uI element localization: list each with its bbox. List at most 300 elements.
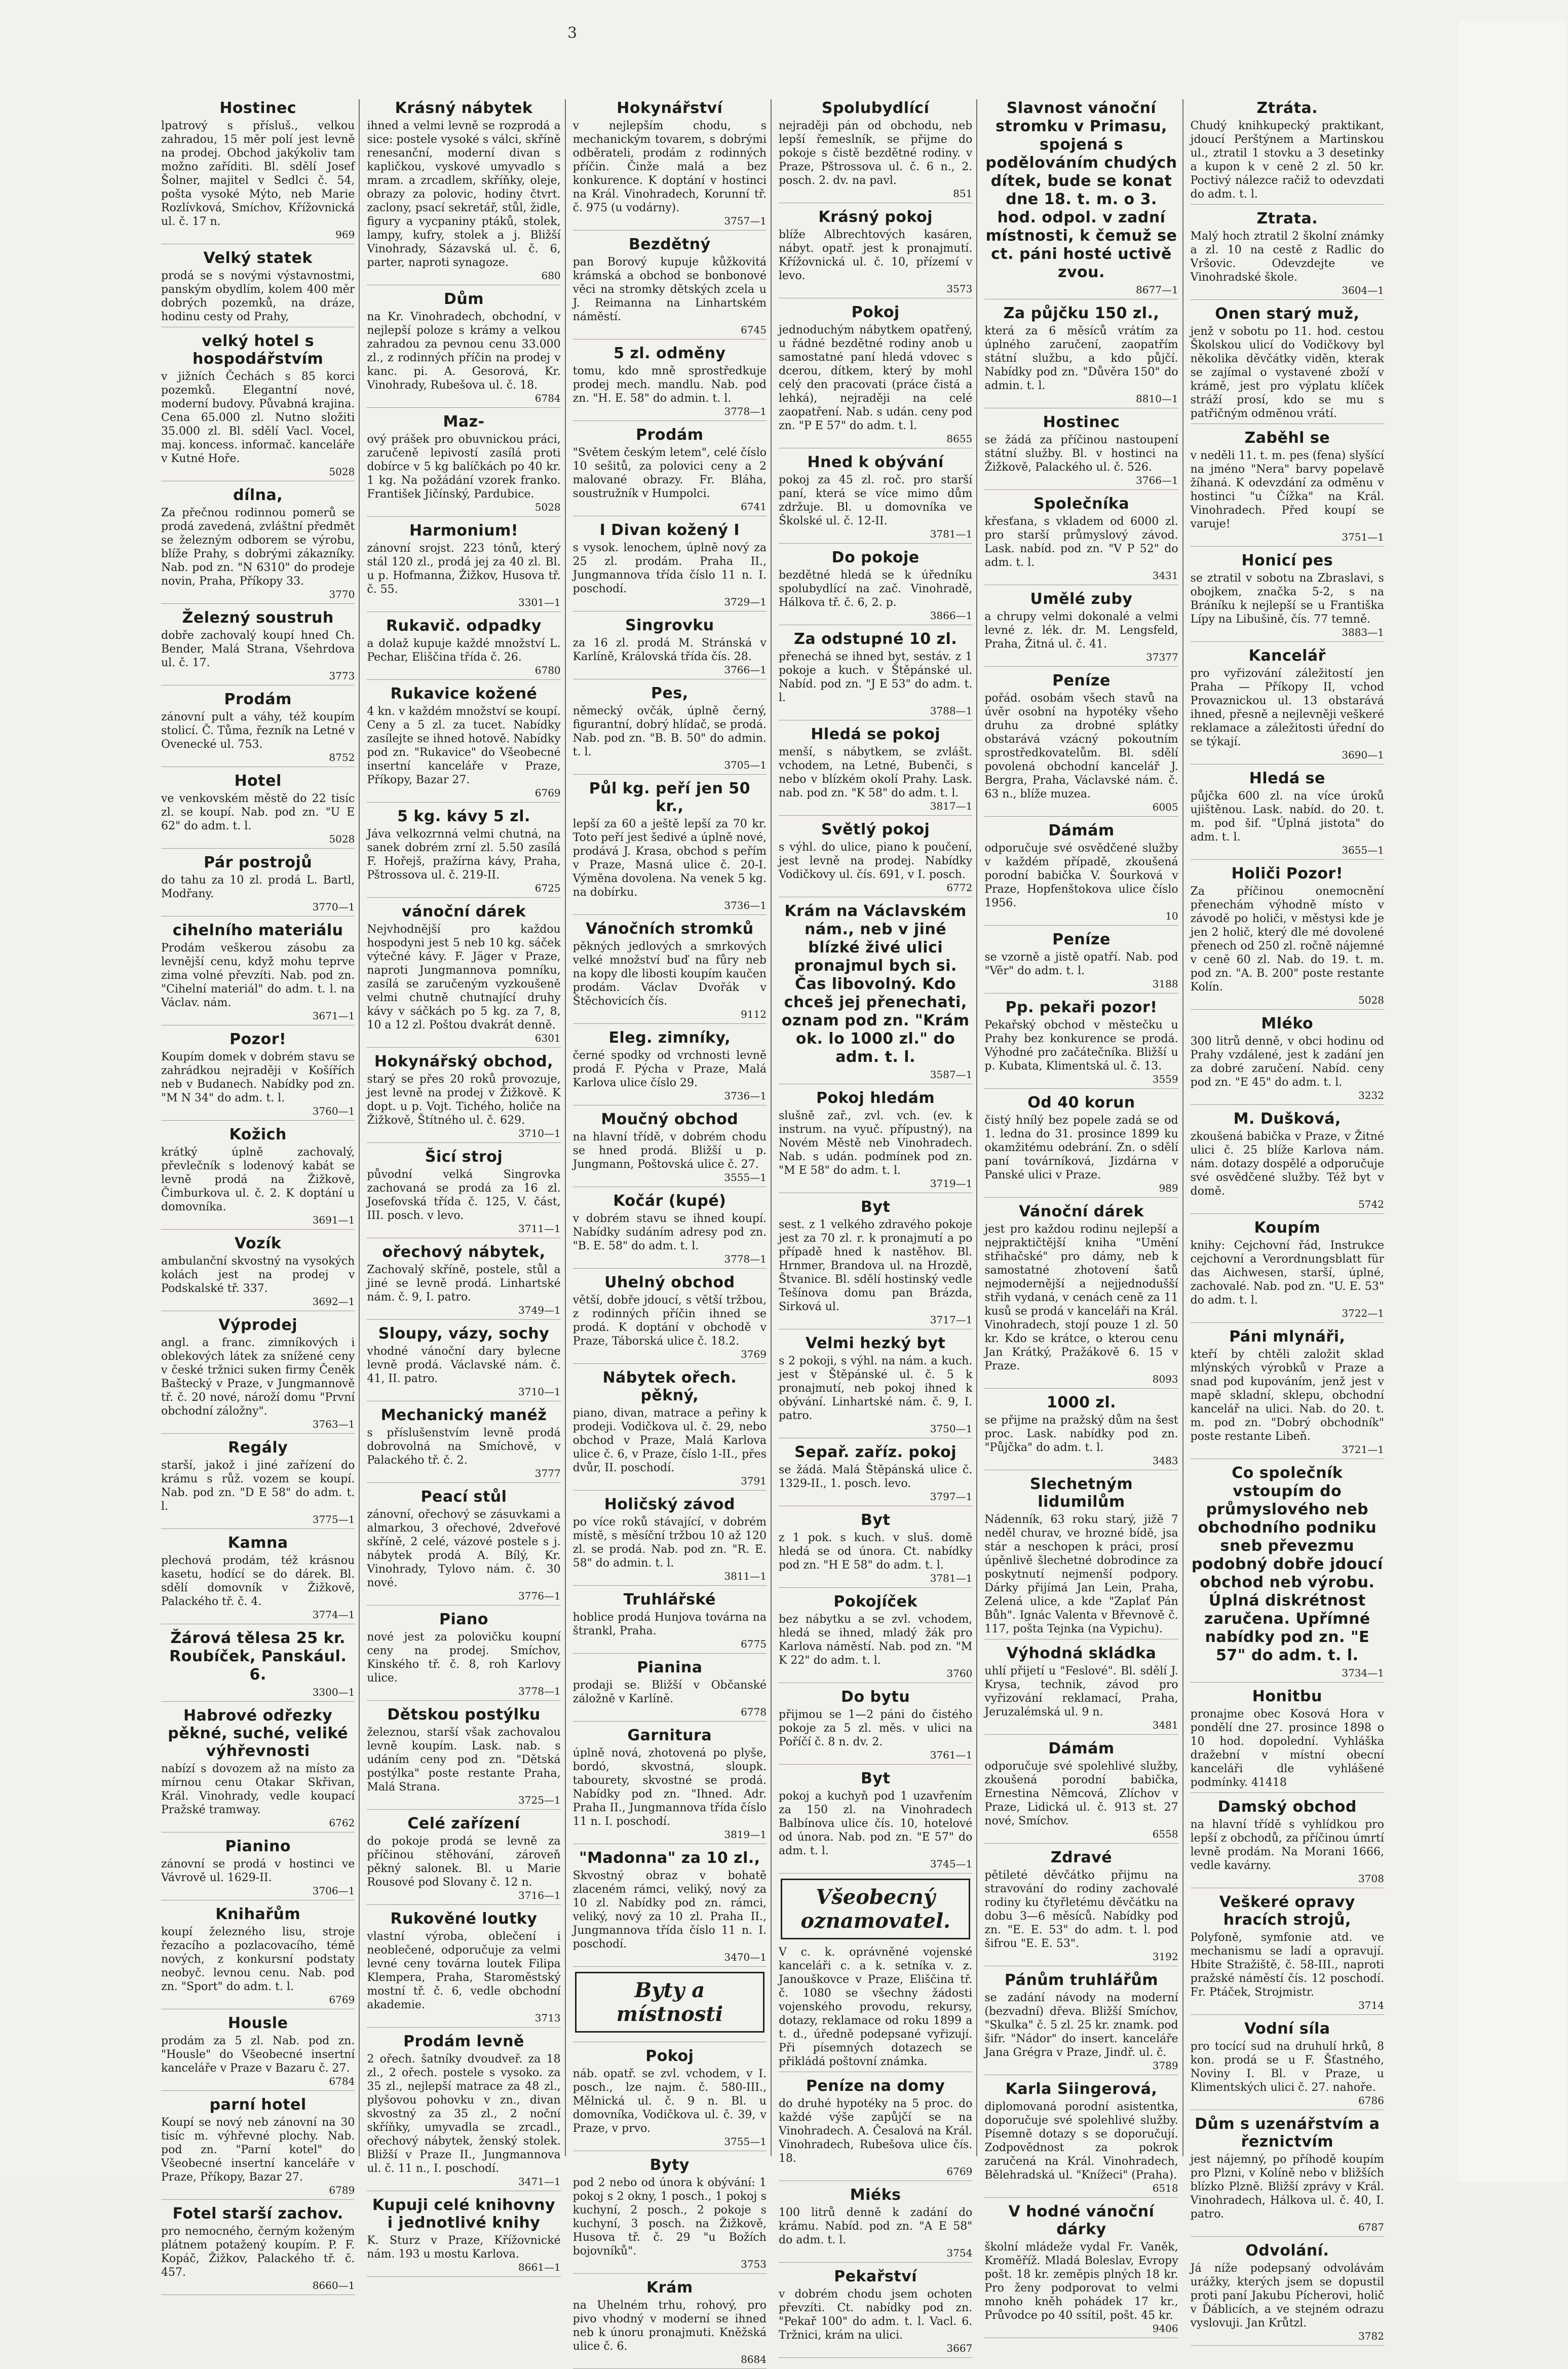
ad-number: 3710—1 [518, 1127, 561, 1139]
ad-title: Sloupy, vázy, sochy [378, 1325, 550, 1343]
ad-body: kteří by chtěli založit sklad mlýnských výrobků v Praze a snad pod kupováním, jenž jest v mapě skladní, sklepu, obchodní kancelář na ulici. Nab. do 20. t. m. pod zn. "Dobrý obchodník" poste restante Libeň. [1190, 1348, 1384, 1443]
ad-body: Polyfoně, symfonie atd. ve mechanismu se ladí a opravují. Hbite Stražiště, č. 58-III., naproti pražské náměstí čís. 12 poschodí. Fr. Ptáček, Strojmistr. [1190, 1931, 1384, 1999]
classified-ad [573, 1369, 767, 1491]
classified-ad [573, 1659, 767, 1722]
classified-ad [573, 2156, 767, 2274]
ad-number: 3775—1 [312, 1513, 355, 1525]
ad-title: Ztráta. [1256, 99, 1318, 117]
ad-title: Pes, [651, 684, 689, 702]
ad-number: 3781—1 [930, 1572, 973, 1584]
ad-title: Pokoj hledám [816, 1089, 935, 1107]
ad-title: Pozor! [230, 1030, 287, 1048]
ad-title: Slavnost vánoční stromku v Primasu, spojená s podělováním chudých dítek, bude se konat dne 18. t. m. o 3. hod. odpol. v zadní místnosti, k čemuž se ct. páni hosté uctivě zvou. [985, 99, 1177, 281]
ad-body: lepší za 60 a ještě lepší za 70 kr. Toto peří jest šedivé a úplně nové, prodává J. Krasa, obchod s peřím v Praze, Masná ulice č. 20-I. Výměna dovolena. Na venek 5 kg. na dobírku. [572, 818, 767, 899]
classified-ad [367, 1611, 560, 1701]
ad-body: čistý hnílý bez popele zadá se od 1. ledna do 31. prosince 1899 ku okamžitému odebrání. Zn. o sdělí paní továrníková, Jizdárna v Panské ulici v Praze. [984, 1114, 1178, 1181]
ad-body: v neděli 11. t. m. pes (fena) slyšící na jméno "Nera" barvy popelavě žíhaná. K odevzdání za odměnu v hostinci "u Čížka" na Král. Vinohradech. Před koupí se varuje! [1190, 449, 1384, 530]
classified-ad [367, 1243, 560, 1320]
ad-number: 3797—1 [930, 1491, 973, 1503]
ad-body: Prodám veškerou zásobu za levnější cenu, když mohu teprve zima volné převzíti. Nab. pod zn. "Cihelní materiál" do adm. t. l. na Václav. nám. [161, 942, 355, 1009]
column-5 [980, 99, 1183, 2335]
classified-ad [984, 1394, 1178, 1470]
classified-ad [161, 2096, 355, 2200]
ad-title: Eleg. zimníky, [608, 1029, 731, 1047]
ad-number: 3811—1 [724, 1570, 767, 1582]
ad-body: s příslušenstvím levně prodá dobrovolná na Smíchově, v Palackého tř. č. 2. [367, 1427, 561, 1467]
ad-number: 9112 [741, 1008, 767, 1020]
ad-title: velký hotel s hospodářstvím [193, 332, 324, 368]
ad-title: 5 kg. kávy 5 zl. [397, 808, 530, 825]
ad-body: Zachovalý skříně, postele, stůl a jiné se levně prodá. Linhartské nám. č. 9, I. patro. [367, 1264, 561, 1304]
classified-ad [573, 1591, 767, 1654]
ad-title: Rukavice kožené [390, 685, 538, 703]
ad-title: Dětskou postýlku [387, 1706, 541, 1724]
classified-ad [779, 630, 972, 720]
classified-ad [1191, 2020, 1384, 2110]
ad-number: 3719—1 [930, 1177, 973, 1190]
ad-number: 3722—1 [1342, 1307, 1384, 1319]
ad-title: Hotel [234, 772, 282, 790]
classified-ad [779, 1688, 972, 1765]
ad-title: Prodám [224, 691, 292, 708]
classified-ad [161, 249, 355, 327]
ad-body: na Uhelném trhu, rohový, pro pivo vhodný v moderní se ihned neb k únoru pronajmuti. Kněžská ulice č. 6. [572, 2299, 767, 2353]
ad-number: 969 [335, 228, 355, 241]
ad-body: původní velká Singrovka zachovaná se prodá za 16 zl. Josefovská třída č. 125, V. část, III. posch. v levo. [367, 1168, 561, 1222]
ad-title: Peníze na domy [806, 2077, 945, 2095]
ad-title: Dům [443, 290, 484, 308]
ad-title: Regály [228, 1439, 288, 1457]
classified-ad [779, 1443, 972, 1506]
ad-number: 3713 [534, 2012, 561, 2024]
ad-number: 8677—1 [1136, 284, 1178, 296]
ad-body: jednoduchým nábytkem opatřený, u řádné bezdětné rodiny anob u samostatné paní hledá vdovec s dcerou, dítkem, který by mohl celý den pracovati (práce čistá a lehká), nejraději na celé zaopatření. Nab. s udán. ceny pod zn. "P E 57" do adm. t. l. [778, 324, 973, 432]
classified-ad [367, 522, 560, 612]
classified-ad [984, 413, 1178, 490]
ad-body: se vzorně a jistě opatří. Nab. pod "Věr" do adm. t. l. [984, 951, 1178, 977]
ad-number: 3736—1 [724, 899, 767, 911]
ad-body: se žádá za příčinou nastoupení státní služby. Bl. v hostinci na Žižkově, Palackého ul. č. 526. [984, 434, 1178, 474]
ad-number: 3716—1 [518, 1889, 561, 1901]
ad-number: 3789 [1152, 2059, 1178, 2072]
ad-title: I Divan kožený I [599, 521, 740, 539]
classified-ad [367, 1706, 560, 1810]
classified-ad [984, 1740, 1178, 1844]
classified-ad [161, 1905, 355, 2009]
ad-body: prodaji se. Bližší v Občanské záložně v Karlíně. [572, 1679, 767, 1705]
ad-number: 3471—1 [518, 2175, 561, 2188]
ad-number: 3671—1 [312, 1010, 355, 1022]
ad-body: bezdětné hledá se k úředníku spolubydlící na zač. Vinohradě, Hálkova tř. č. 6, 2. p. [778, 569, 973, 609]
ad-number: 3559 [1152, 1073, 1178, 1085]
ad-number: 6725 [534, 882, 561, 894]
classified-ad [1191, 1110, 1384, 1214]
ad-body: tomu, kdo mně sprostředkuje prodej mech. mandlu. Nab. pod zn. "H. E. 58" do admin. t. l. [572, 365, 767, 405]
ad-number: 3760—1 [312, 1105, 355, 1117]
ad-number: 3717—1 [930, 1314, 973, 1326]
ad-title: Uhelný obchod [604, 1274, 735, 1291]
ad-body: po více roků stávající, v dobrém místě, s měsíční tržbou 10 až 120 zl. se prodá. Nab. pod zn. "R. E. 58" do admin. t. l. [572, 1516, 767, 1570]
column-4 [775, 99, 977, 2354]
ad-number: 3721—1 [1342, 1443, 1384, 1456]
ad-title: Piano [439, 1611, 488, 1628]
classified-ad [573, 1192, 767, 1269]
ad-title: Umělé zuby [1030, 590, 1133, 608]
classified-ad [573, 345, 767, 421]
classified-ad [779, 1879, 972, 2072]
classified-ad [367, 290, 560, 408]
ad-title: Damský obchod [1217, 1798, 1357, 1816]
column-1 [157, 99, 360, 2291]
ad-number: 8655 [946, 433, 973, 445]
ad-number: 3760 [946, 1667, 973, 1679]
ad-title: Byt [861, 1770, 891, 1787]
section-heading-box: Všeobecný oznamovatel. [781, 1879, 970, 1939]
ad-title: Kočár (kupé) [613, 1192, 726, 1210]
classified-ad [573, 2047, 767, 2151]
ad-number: 6005 [1152, 801, 1178, 813]
ad-body: která za 6 měsíců vrátím za úplného zaručení, zaopatřím státní službu, a kdo půjčí. Nabídky pod zn. "Důvěra 150" do admin. t. l. [984, 325, 1178, 392]
ad-title: Pekařství [834, 2268, 917, 2285]
ad-title: Celé zařízení [407, 1815, 520, 1832]
ad-title: Sepař. zaříz. pokoj [794, 1443, 957, 1461]
ad-body: na Kr. Vinohradech, obchodní, v nejlepší poloze s krámy a velkou zahradou za pevnou cenu 33.000 zl., z rodinných příčin na prodej v kanc. pi. A. Gesorová, Kr. Vinohrady, Rubešova ul. č. 18. [367, 311, 561, 392]
ad-number: 3555—1 [724, 1171, 767, 1183]
ad-title: Od 40 korun [1027, 1094, 1135, 1112]
ad-title: Za půjčku 150 zl., [1003, 304, 1160, 322]
ad-number: 6741 [741, 501, 767, 513]
classified-ad [161, 1439, 355, 1529]
ad-number: 3761—1 [930, 1749, 973, 1761]
ad-title: Krám na Václavském nám., neb v jiné blízké živé ulici pronajmul bych si. Čas libovolný. Kdo chceš jej přenechati, oznam pod zn. "Krám ok. lo 1000 zl." do adm. t. l. [781, 902, 970, 1066]
ad-title: Kupuji celé knihovny i jednotlivé knihy [372, 2196, 556, 2232]
ad-number: 3705—1 [724, 759, 767, 771]
ad-title: Rukavič. odpadky [386, 617, 542, 635]
ad-number: 3782 [1358, 2330, 1384, 2342]
classified-ad [367, 1488, 560, 1606]
classified-ad [1191, 865, 1384, 1010]
ad-body: zánovní pult a váhy, též koupím stolicí. Č. Tůma, řezník na Letné v Ovenecké ul. 753. [161, 711, 355, 751]
ad-body: pořád. osobám všech stavů na úvěr osobní na hypotéky všeho druhu za drobné splátky obstarává vzácný pokoutním sprostředkovatelům. Bl. sdělí povolená obchodní kancelář J. Bergra, Praha, Václavské nám. č. 63 n., blíže muzea. [984, 692, 1178, 800]
ad-number: 6301 [534, 1032, 561, 1044]
ad-number: 8660—1 [312, 2279, 355, 2291]
ad-number: 3667 [946, 2342, 973, 2354]
ad-title: Hostinec [219, 99, 296, 117]
ad-title: M. Dušková, [1233, 1110, 1341, 1128]
ad-body: z 1 pok. s kuch. v sluš. domě hledá se od února. Ct. nabídky pod zn. "H E 58" do adm. t. l. [778, 1532, 973, 1572]
ad-number: 3655—1 [1342, 844, 1384, 856]
ad-body: pro nemocného, černým koženým plátnem potažený koupím. P. F. Kopáč, Žižkov, Palackého tř. č. 457. [161, 2225, 355, 2279]
ad-number: 3751—1 [1342, 531, 1384, 543]
classified-ad [161, 1030, 355, 1121]
ad-title: Pokoj [851, 303, 900, 321]
ad-body: menší, s nábytkem, se zvlášt. vchodem, na Letné, Bubenči, s nebo v blízkém okolí Prahy. Lask. nab. pod zn. "K 58" do adm. t. l. [778, 746, 973, 799]
ad-title: Moučný obchod [601, 1111, 739, 1128]
classified-ad [779, 1770, 972, 1874]
ad-number: 3729—1 [724, 596, 767, 608]
ad-body: se zadání návody na moderní (bezvadní) dřeva. Bližší Smíchov, "Skulka" č. 5 zl. 25 kr. znamk. pod šifr. "Nádor" do insert. kanceláře Jana Grégra v Praze, Jindř. ul. č. [984, 1992, 1178, 2059]
ad-body: pěkných jedlových a smrkových velké množství buď na fůry neb na kopy dle libosti koupím kaučen prodám. Václav Dvořák v Štěchovicích čís. [572, 940, 767, 1008]
ad-number: 6784 [534, 392, 561, 404]
ad-body: krátký úplně zachovalý, převlečník s lodenový kabát se levně prodá na Žižkově, Čimburkova ul. č. 2. K doptání u domovníka. [161, 1146, 355, 1213]
ad-body: Koupí se nový neb zánovní na 30 tisíc m. výhřevné plochy. Nab. pod zn. "Parní kotel" do Všeobecné insertní kanceláře v Praze, Příkopy, Bazar 27. [161, 2116, 355, 2184]
classified-ad [573, 1029, 767, 1105]
ad-body: pokoj za 45 zl. roč. pro starší paní, která se více mimo dům zdržuje. Bl. u domovníka ve Školské ul. č. 12-II. [778, 474, 973, 527]
ad-title: Hokynářství [617, 99, 723, 117]
classified-ad [779, 1511, 972, 1588]
ad-body: ový prášek pro obuvnickou práci, zaručeně lepivostí zasílá proti dobírce v 5 kg balíčkách po 40 kr. 1 kg. Na požádání vzorek franko. František Jičínský, Pardubice. [367, 433, 561, 501]
classified-ad [779, 2268, 972, 2358]
ad-title: Koupím [1254, 1219, 1321, 1237]
ad-number: 3691—1 [312, 1214, 355, 1226]
ad-body: knihy: Cejchovní řád, Instrukce cejchovní a Verordnungsblatt für das Aichwesen, starší, úplné, zachovalé. Nab. pod zn. "U. E. 53" do adm. t. l. [1190, 1239, 1384, 1307]
ad-number: 3750—1 [930, 1423, 973, 1435]
ad-body: pětileté děvčátko přijmu na stravování do rodiny zachovalé rodiny ku čtyřletému děvčátku na dobu 3—6 měsíců. Nabídky pod zn. "E. E. 53" do adm. t. l. pod šifrou "E. E. 53". [984, 1869, 1178, 1950]
ad-number: 3690—1 [1342, 749, 1384, 761]
ad-body: hoblice prodá Hunjova továrna na štrankl, Praha. [572, 1611, 767, 1637]
classified-ad [573, 1972, 767, 2042]
ad-number: 3753 [741, 2258, 767, 2270]
classified-ad [161, 2014, 355, 2091]
classified-ad [161, 1838, 355, 1900]
ad-number: 3774—1 [312, 1609, 355, 1621]
ad-body: odporučuje své osvědčené služby v každém případě, zkoušená porodní babička V. Šourková v Praze, Hopfenštokova ulice číslo 1956. [984, 842, 1178, 909]
ad-title: "Madonna" za 10 zl., [579, 1849, 760, 1867]
ad-body: do druhé hypotéky na 5 proc. do každé výše zapůjčí se na Vinohradech. A. Česalová na Král. Vinohradech, Rubešova ulice čís. 18. [778, 2097, 973, 2165]
ad-number: 3770 [329, 588, 355, 600]
ad-body: s 2 pokoji, s výhl. na nám. a kuch. jest v Štěpánské ul. č. 5 k pronajmutí, neb pokoj ihned k obývání. Linhartské nám. č. 9, I. patro. [778, 1355, 973, 1422]
ad-title: Peníze [1052, 931, 1111, 948]
classified-ad [573, 684, 767, 775]
classified-ad [161, 691, 355, 767]
ad-body: v nejlepším chodu, s mechanickým tovarem, s dobrými odběrateli, prodám z rodinných příčin. Činže malá a bez konkurence. K doptání v hostinci na Král. Vinohradech, Korunní tř. č. 975 (u vodárny). [572, 120, 767, 214]
ad-body: zánovní, ořechový se zásuvkami a almarkou, 3 ořechové, 2dveřové skříně, 2 celé, vázové postele s j. nábytek prodá A. Bílý, Kr. Vinohrady, Tylovo nám. č. 30 nové. [367, 1508, 561, 1589]
ad-body: jest pro každou rodinu nejlepší a nejpraktičtější kniha "Umění střihačské" pro dámy, neb k samostatné zhotovení šatů nejmodernější a nejjednodušší střih vydaná, v cenách ceně za 11 kusů se prodá v kanceláři na Král. Vinohradech, stojí pouze 1 zl. 50 kr. Kdo se krátce, o kterou cenu Jan Krátký, Pražákově 6. 15 v Praze. [984, 1223, 1178, 1372]
ad-title: Garnitura [627, 1727, 712, 1744]
ad-number: 3773 [329, 670, 355, 682]
ad-number: 5028 [329, 466, 355, 478]
ad-body: uhlí přijetí u "Feslové". Bl. sdělí J. Krysa, technik, závod pro vyřizování reklamací, Praha, Jeruzalémská ul. 9 n. [984, 1665, 1178, 1718]
ad-number: 3604—1 [1342, 284, 1384, 296]
ad-number: 37377 [1146, 651, 1178, 663]
classified-ad [573, 617, 767, 679]
classified-ad [1191, 1893, 1384, 2015]
ad-number: 3192 [1152, 1951, 1178, 1963]
ad-body: Za příčinou onemocnění přenechám výhodně místo v závodě po holiči, v městysi kde je jen 2 holič, který dle mé dovolené přenech od 250 zl. ročně nájemné v ceně 60 zl. Nab. do 19. t. m. pod zn. "A. B. 200" poste restante Kolín. [1190, 885, 1384, 994]
ad-number: 6789 [329, 2184, 355, 2196]
classified-ad [984, 590, 1178, 667]
ad-title: Housle [227, 2014, 288, 2032]
ad-title: Železný soustruh [182, 609, 334, 627]
classified-ad [161, 1126, 355, 1230]
ad-body: ve venkovském městě do 22 tisíc zl. se koupí. Nab. pod zn. "U E 62" do adm. t. l. [161, 792, 355, 832]
ad-title: Krám [646, 2279, 693, 2297]
ad-number: 3301—1 [518, 596, 561, 608]
ad-number: 8661—1 [518, 2261, 561, 2273]
ad-body: ihned a velmi levně se rozprodá a sice: postele vysoké s válci, skříně renesanční, moderní divan s kapličkou, vyskové umyvadlo s mram. a zrcadlem, skříňky, oleje, obrazy za polovic, hodiny čtvrt. zaclony, psací sekretář, stůl, židle, figury a vycpaniny ptáků, stolek, lampy, kufry, stolek a j. Bližší Vinohrady, Sázavská ul. č. 6, parter, naproti synagoze. [367, 120, 561, 269]
ad-title: Hledá se pokoj [811, 725, 940, 743]
ad-number: 3300—1 [312, 1686, 355, 1698]
ad-title: Krásný pokoj [818, 208, 933, 226]
ad-title: Peníze [1052, 672, 1111, 690]
ad-number: 3734—1 [1342, 1667, 1384, 1679]
ad-number: 3481 [1152, 1719, 1178, 1731]
classified-ad [1191, 647, 1384, 765]
ad-title: parní hotel [209, 2096, 307, 2114]
ad-title: Pianino [225, 1838, 291, 1855]
ad-title: Fotel starší zachov. [172, 2205, 343, 2223]
ad-number: 3883—1 [1342, 626, 1384, 638]
classified-ad [779, 1593, 972, 1683]
classified-ad [367, 2033, 560, 2191]
ad-body: sest. z 1 velkého zdravého pokoje jest za 70 zl. r. k pronajmutí a po případě hned k nastěhov. Bl. Hrnmer, Brandova ul. na Hrozdě, Štvanice. Bl. sdělí hostinský vedle Tešínova domu pan Brázda, Sirková ul. [778, 1218, 973, 1313]
ad-number: 3706—1 [312, 1885, 355, 1897]
classified-ad [367, 413, 560, 517]
ad-title: Hned k obývání [807, 453, 944, 471]
ad-number: 6780 [534, 664, 561, 676]
ad-title: Společníka [1034, 495, 1129, 513]
ad-body: úplně nová, zhotovená po plyše, bordó, skvostná, sloupk. tabourety, skvostné se prodá. Nabídky pod zn. "Ihned. Adr. Praha II., Jungmannova třída číslo 11 n. I. poschodí. [572, 1747, 767, 1828]
ad-title: vánoční dárek [402, 903, 526, 921]
classified-ad [367, 1325, 560, 1401]
ad-title: Byt [861, 1511, 891, 1529]
ad-body: Skvostný obraz v bohatě zlaceném rámci, veliký, nový za 10 zl. Nabídky pod zn. rámci, veliký, nový za 10 zl. Praha II., Jungmannova třída číslo 11 n. I. poschodí. [572, 1869, 767, 1951]
ad-title: Pokojíček [833, 1593, 917, 1611]
ad-body: černé spodky od vrchnosti levně prodá F. Pýcha v Praze, Malá Karlova ulice číslo 29. [572, 1049, 767, 1089]
classified-ad [367, 1815, 560, 1905]
ad-body: se ztratil v sobotu na Zbraslavi, s obojkem, značka 5-2, s na Bráníku k nejlepší se u Františka Lípy na Libušině, čís. 77 temně. [1190, 572, 1384, 626]
ad-number: 6786 [1358, 2094, 1384, 2107]
ad-body: náb. opatř. se zvl. vchodem, v I. posch., lze najm. č. 580-III., Mělnická ul. č. 9 n. Bl. u domovníka, Vodičkova ul. č. 39, v Praze, v prvo. [572, 2068, 767, 2135]
classified-ad [573, 1111, 767, 1187]
ad-number: 3470—1 [724, 1951, 767, 1963]
ad-title: Krásný nábytek [395, 99, 533, 117]
ad-number: 3711—1 [518, 1222, 561, 1235]
ad-title: Dámám [1048, 822, 1115, 839]
ad-number: 8684 [741, 2353, 767, 2365]
ad-title: Knihařům [215, 1905, 301, 1923]
classified-ad [573, 1274, 767, 1364]
ad-body: se žádá. Malá Štěpánská ulice č. 1329-II., 1. posch. levo. [778, 1464, 973, 1490]
ad-number: 3692—1 [312, 1295, 355, 1308]
ad-body: Malý hoch ztratil 2 školní známky a zl. 10 na cestě z Radlic do Vršovic. Odevzdejte ve Vinohradské škole. [1190, 230, 1384, 284]
classified-ad [1191, 305, 1384, 424]
classified-ad [161, 1629, 355, 1702]
classified-ad [779, 1334, 972, 1438]
ad-number: 3755—1 [724, 2135, 767, 2148]
ad-title: Slechetným lidumilům [1029, 1475, 1133, 1511]
classified-ad [779, 902, 972, 1084]
ad-title: Zdravé [1050, 1849, 1113, 1866]
ad-title: dílna, [233, 486, 283, 504]
ad-number: 3778—1 [724, 405, 767, 417]
ad-title: Kožich [229, 1126, 287, 1143]
classified-columns [157, 99, 1388, 2365]
ad-body: nabízí s dovozem až na místo za mírnou cenu Otakar Skřivan, Král. Vinohrady, vedle koupací Pražské tramway. [161, 1763, 355, 1816]
ad-title: Dům s uzenářstvím a řeznictvím [1195, 2115, 1380, 2151]
classified-ad [984, 1849, 1178, 1966]
ad-number: 3708 [1358, 1873, 1384, 1885]
ad-title: Vánoční dárek [1018, 1203, 1144, 1220]
ad-body: s výhl. do ulice, piano k poučení, jest levně na prodej. Nabídky Vodičkovy ul. čís. 691, v I. posch. [778, 841, 973, 881]
ad-title: Velký statek [203, 249, 313, 267]
ad-body: na hlavní třídě, v dobrém chodu se hned prodá. Bližší u p. Jungmann, Poštovská ulice č. 27. [572, 1131, 767, 1171]
ad-number: 3754 [946, 2247, 973, 2259]
ad-title: Pokoj [645, 2047, 694, 2065]
ad-number: 10 [1165, 910, 1178, 922]
ad-title: 5 zl. odměny [614, 345, 726, 362]
classified-ad [984, 1203, 1178, 1389]
ad-body: 4 kn. v každém množství se koupí. Ceny a 5 zl. za tucet. Nabídky zasílejte se ihned hotově. Nabídky pod zn. "Rukavice" do Všeobecné insertní kanceláře v Praze, Příkopy, Bazar 27. [367, 705, 561, 786]
ad-title: Velmi hezký byt [806, 1334, 946, 1352]
ad-number: 3736—1 [724, 1090, 767, 1102]
classified-ad [984, 1645, 1178, 1735]
classified-ad [984, 304, 1178, 408]
ad-title: Rukověné loutky [390, 1910, 538, 1928]
classified-ad [573, 920, 767, 1024]
ad-body: pronajme obec Kosová Hora v pondělí dne 27. prosince 1898 o 10 hod. dopolední. Vyhláška dražební v místní obecní kanceláři dle vyhlášené podmínky. 41418 [1190, 1708, 1384, 1789]
ad-number: 5028 [534, 501, 561, 513]
ad-title: Ztrata. [1256, 210, 1318, 227]
classified-ad [984, 2080, 1178, 2198]
ad-body: německý ovčák, úplně černý, figurantní, dobrý hlídač, se prodá. Nab. pod zn. "B. B. 50" do admin. t. l. [572, 705, 767, 758]
ad-title: Prodám [636, 426, 704, 444]
page-mark: 3 [567, 24, 578, 42]
ad-body: větší, dobře jdoucí, s větší tržbou, z rodinných příčin ihned se prodá. K doptání v obchodě v Praze, Táborská ulice č. 18.2. [572, 1294, 767, 1348]
ad-body: "Světem českým letem", celé číslo 10 sešitů, za polovici ceny a 2 malované obrazy. Fr. Bláha, soustružník v Humpolci. [572, 446, 767, 500]
classified-ad [573, 1849, 767, 1967]
classified-ad [1191, 2242, 1384, 2346]
ad-number: 989 [1159, 1182, 1178, 1194]
classified-ad [779, 303, 972, 448]
ad-number: 6769 [534, 787, 561, 799]
classified-ad [779, 453, 972, 544]
classified-ad [367, 1406, 560, 1483]
classified-ad [367, 808, 560, 898]
ad-number: 8093 [1152, 1373, 1178, 1385]
classified-ad [573, 521, 767, 612]
ad-body: v dobrém stavu se ihned koupí. Nabídky sudáním adresy pod zn. "B. E. 58" do adm. t. l. [572, 1212, 767, 1252]
ad-body: Já níže podepsaný odvolávám urážky, kterých jsem se dopustil proti paní Jakubu Pícherovi, holič v Ďáblicích, a ve stejném odrazu vyslovuji. Jan Krůtzl. [1190, 2262, 1384, 2329]
ad-body: Nejvhodnější pro každou hospodyni jest 5 neb 10 kg. sáček výtečné kávy. F. Jäger v Praze, naproti Jungmannova pomníku, zasílá se zaručeným vyzkoušeně velmi chutně chutnající druhy kávy v sáčkách po 5 kg. za 7, 8, 10 a 12 zl. Poštou dvakrát denně. [367, 923, 561, 1031]
ad-title: Vodní síla [1244, 2020, 1330, 2038]
ad-body: prodám za 5 zl. Nab. pod zn. "Housle" do Všeobecné insertní kanceláře v Praze v Bazaru č. 27. [161, 2035, 355, 2075]
ad-number: 6784 [329, 2075, 355, 2087]
classified-ad [779, 99, 972, 203]
classified-ad [367, 2196, 560, 2277]
classified-ad [1191, 1328, 1384, 1459]
ad-body: nejraději pán od obchodu, neb lepší řemeslník, se přijme do pokoje s čistě bezdětné rodiny. v Praze, Pštrossova ul. č. 6 n., 2. posch. 2. dv. na pavl. [778, 120, 973, 187]
classified-ad [1191, 429, 1384, 547]
classified-ad [367, 685, 560, 803]
classified-ad [1191, 2115, 1384, 2237]
ad-number: 3763—1 [312, 1418, 355, 1430]
ad-number: 3769 [741, 1348, 767, 1360]
ad-title: Prodám levně [403, 2033, 524, 2050]
ad-title: Hostinec [1043, 413, 1120, 431]
ad-number: 3431 [1152, 569, 1178, 582]
classified-ad [779, 725, 972, 816]
ad-title: Pianina [637, 1659, 703, 1676]
ad-body: slušně zař., zvl. vch. (ev. k instrum. na vyuč. přípustný), na Novém Městě neb Vinohradech. Nab. s udán. podmínek pod zn. "M E 58" do adm. t. l. [778, 1110, 973, 1177]
ad-body: K. Sturz v Praze, Křížovnické nám. 193 u mostu Karlova. [367, 2234, 561, 2261]
classified-ad [984, 495, 1178, 585]
classified-ad [984, 822, 1178, 926]
ad-title: Singrovku [625, 617, 714, 634]
classified-ad [984, 931, 1178, 994]
ad-title: Hokynářský obchod, [374, 1053, 554, 1071]
ad-title: 1000 zl. [1046, 1394, 1117, 1411]
